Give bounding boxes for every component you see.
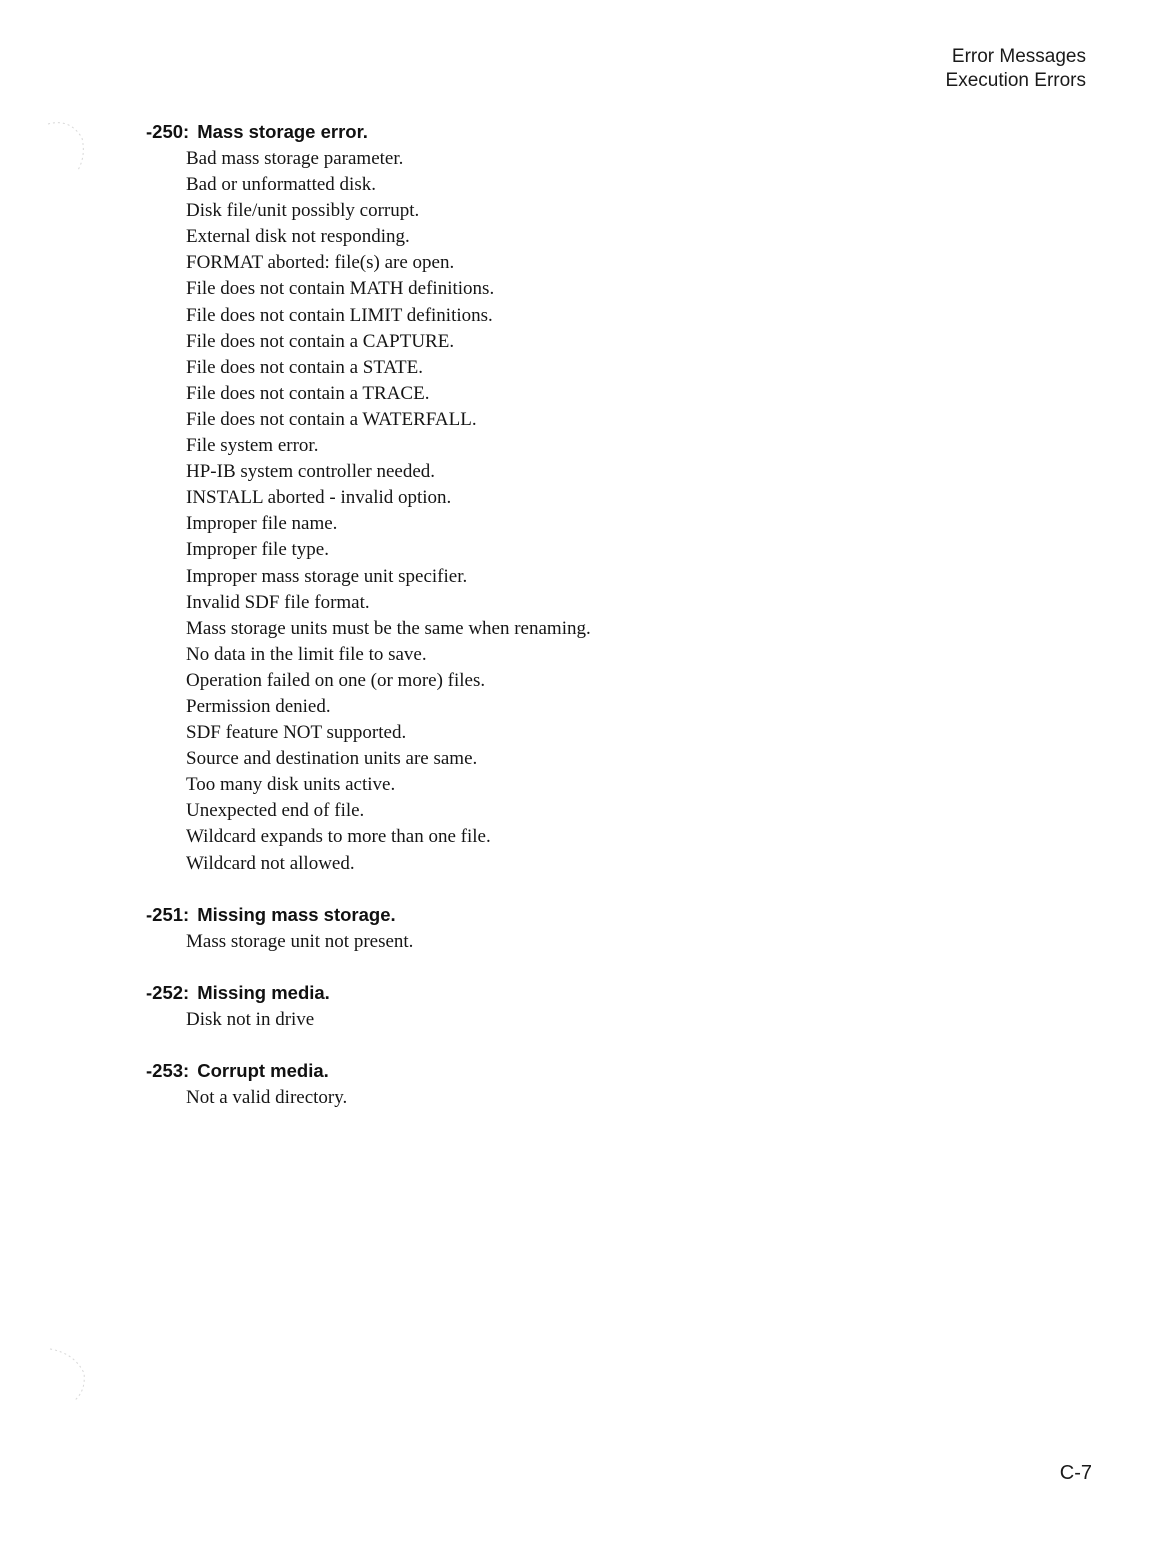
error-message: Source and destination units are same. bbox=[186, 748, 478, 770]
error-entry-253 bbox=[146, 1057, 1046, 1111]
error-message: File system error. bbox=[186, 435, 319, 457]
error-message: File does not contain MATH definitions. bbox=[186, 278, 495, 300]
error-message: FORMAT aborted: file(s) are open. bbox=[186, 252, 455, 274]
error-message: Improper file name. bbox=[186, 513, 338, 535]
error-title: Mass storage error. bbox=[197, 121, 368, 142]
header-section-title: Error Messages bbox=[951, 46, 1086, 67]
error-message: File does not contain LIMIT definitions. bbox=[186, 304, 493, 326]
error-message: Mass storage units must be the same when renaming. bbox=[186, 617, 591, 639]
error-message: Operation failed on one (or more) files. bbox=[186, 669, 486, 691]
error-message: Too many disk units active. bbox=[186, 774, 396, 796]
error-code: -250: bbox=[146, 121, 190, 142]
error-message-list bbox=[146, 1007, 1046, 1033]
page-number: C-7 bbox=[1059, 1462, 1092, 1484]
error-message: Unexpected end of file. bbox=[186, 800, 365, 822]
error-code: -251: bbox=[146, 903, 190, 925]
error-code: -253: bbox=[146, 1059, 190, 1081]
error-message: No data in the limit file to save. bbox=[186, 643, 427, 665]
error-message-list bbox=[146, 146, 1046, 877]
error-message: Disk not in drive bbox=[186, 1008, 315, 1030]
error-message: HP-IB system controller needed. bbox=[186, 461, 436, 483]
error-message: Bad or unformatted disk. bbox=[186, 174, 376, 196]
error-message: Wildcard expands to more than one file. bbox=[186, 826, 491, 848]
error-entry-250 bbox=[146, 118, 1046, 877]
error-message: File does not contain a WATERFALL. bbox=[186, 408, 477, 430]
error-message-list bbox=[146, 929, 1046, 955]
error-message: SDF feature NOT supported. bbox=[186, 722, 407, 744]
error-code: -252: bbox=[146, 981, 190, 1003]
error-message: Invalid SDF file format. bbox=[186, 591, 370, 613]
error-message: Bad mass storage parameter. bbox=[186, 148, 404, 169]
error-message: External disk not responding. bbox=[186, 226, 410, 248]
error-heading bbox=[146, 979, 1046, 1007]
error-title: Corrupt media. bbox=[197, 1059, 329, 1081]
error-heading bbox=[146, 118, 1046, 146]
error-entry-251 bbox=[146, 901, 1046, 955]
error-message: File does not contain a CAPTURE. bbox=[186, 330, 455, 352]
error-message: Improper file type. bbox=[186, 539, 329, 561]
error-message: Permission denied. bbox=[186, 695, 331, 717]
error-message: Wildcard not allowed. bbox=[186, 852, 355, 874]
error-list bbox=[146, 118, 1046, 1135]
header-subsection-title: Execution Errors bbox=[945, 70, 1086, 91]
error-message: File does not contain a STATE. bbox=[186, 356, 423, 378]
error-message: Disk file/unit possibly corrupt. bbox=[186, 200, 420, 222]
error-heading bbox=[146, 901, 1046, 929]
scan-mark bbox=[40, 1345, 90, 1405]
error-message-list bbox=[146, 1085, 1046, 1111]
error-message: File does not contain a TRACE. bbox=[186, 382, 430, 404]
error-title: Missing mass storage. bbox=[197, 903, 396, 925]
error-message: Not a valid directory. bbox=[186, 1086, 348, 1108]
error-message: Improper mass storage unit specifier. bbox=[186, 565, 468, 587]
running-header bbox=[946, 45, 1086, 93]
error-message: INSTALL aborted - invalid option. bbox=[186, 487, 452, 509]
error-heading bbox=[146, 1057, 1046, 1085]
error-message: Mass storage unit not present. bbox=[186, 930, 414, 952]
error-entry-252 bbox=[146, 979, 1046, 1033]
error-title: Missing media. bbox=[197, 981, 330, 1003]
scan-mark bbox=[40, 118, 90, 178]
